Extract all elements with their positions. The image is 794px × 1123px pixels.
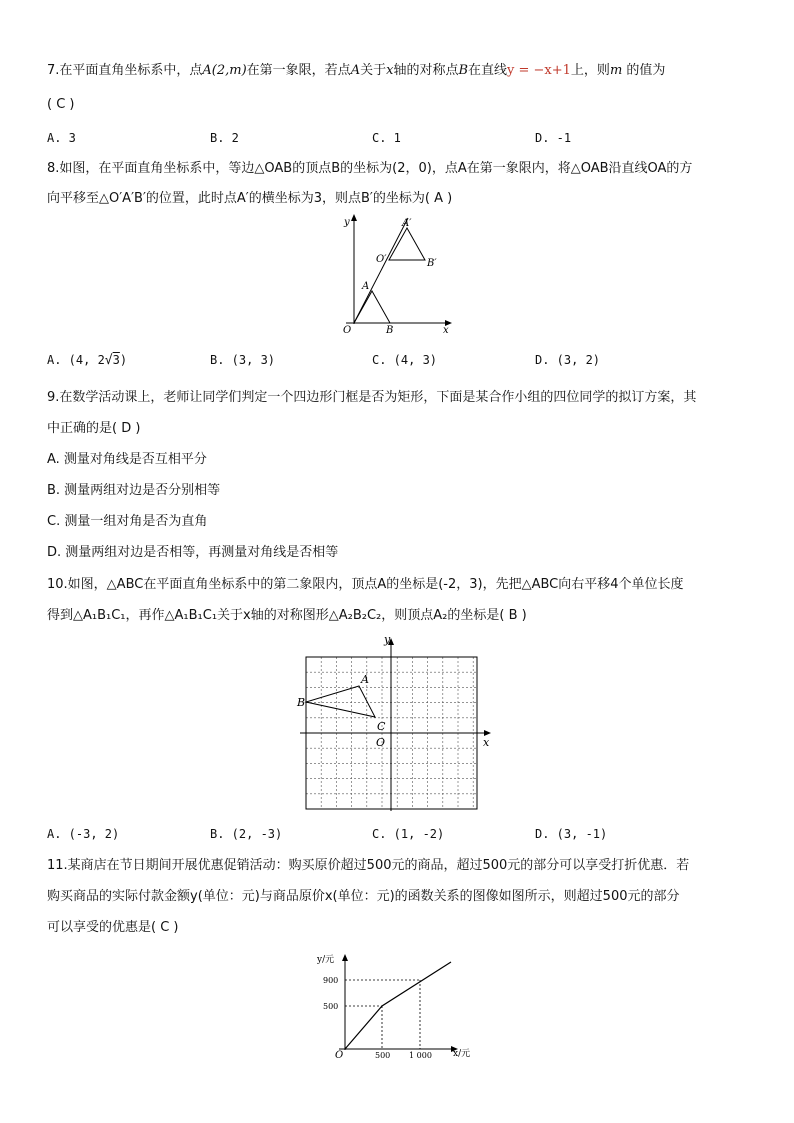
q7-var-m: m (609, 63, 623, 78)
q10-label-x: x (483, 736, 490, 749)
q8-label-b1: B′ (427, 258, 437, 269)
q8-label-x: x (443, 325, 449, 336)
q11-stem-line2: 购买商品的实际付款金额y(单位：元)与商品原价x(单位：元)的函数关系的图像如图所示，则超过500元的部分 (47, 889, 680, 904)
q8-stem-line2: 向平移至△O′A′B′的位置，此时点A′的横坐标为3，则点B′的坐标为( A ) (47, 191, 453, 206)
q9-option-c: C. 测量一组对角是否为直角 (47, 514, 208, 529)
q8-triangle-oab (354, 291, 390, 323)
q7-var-b: B (458, 63, 469, 78)
q8-option-d: D. (3, 2) (535, 353, 601, 367)
q8-label-o1: O′ (376, 254, 387, 265)
q7-text: 在第一象限，若点 (246, 63, 351, 78)
q8-option-a-close: ) (119, 353, 128, 367)
q8-y-arrow (351, 214, 357, 221)
q8-label-b: B (386, 325, 394, 336)
q7-text: 的值为 (622, 63, 666, 78)
q10-option-b: B. (2, -3) (210, 827, 283, 841)
q11-tick-500: 500 (323, 1002, 339, 1011)
q7-text: 7.在平面直角坐标系中，点 (47, 63, 203, 78)
q10-label-y: y (384, 633, 391, 646)
q7-line-equation: y = −x+1 (507, 63, 571, 78)
q7-stem (47, 62, 665, 80)
q11-label-y: y/元 (317, 955, 335, 965)
q10-label-c: C (377, 720, 386, 733)
q7-option-a: A. 3 (47, 131, 76, 145)
q9-stem-line1: 9.在数学活动课上，老师让同学们判定一个四边形门框是否为矩形，下面是某合作小组的四位同学的拟订方案，其 (47, 390, 697, 405)
q10-option-d: D. (3, -1) (535, 827, 608, 841)
q11-label-x: x/元 (453, 1049, 471, 1059)
q10-option-c: C. (1, -2) (372, 827, 445, 841)
q11-tick-x500: 500 (375, 1051, 391, 1060)
q7-option-d: D. -1 (535, 131, 572, 145)
q8-label-a1: A′ (402, 218, 412, 229)
q7-text: 在直线 (468, 63, 508, 78)
q8-option-a-radicand: 3 (112, 353, 120, 367)
q10-label-a: A (361, 673, 369, 686)
q7-option-c: C. 1 (372, 131, 401, 145)
q8-stem-line1: 8.如图，在平面直角坐标系中，等边△OAB的顶点B的坐标为(2，0)，点A在第一象限内，将△OAB沿直线OA的方 (47, 161, 693, 176)
q11-stem-line1: 11.某商店在节日期间开展优惠促销活动：购买原价超过500元的商品，超过500元的部分可以享受打折优惠．若 (47, 858, 690, 873)
q11-function-line (345, 962, 451, 1049)
q8-label-o: O (343, 325, 352, 336)
q11-stem-line3: 可以享受的优惠是( C ) (47, 920, 179, 935)
q10-option-a: A. (-3, 2) (47, 827, 120, 841)
q10-stem-line2: 得到△A₁B₁C₁，再作△A₁B₁C₁关于x轴的对称图形△A₂B₂C₂，则顶点A₂的坐标是( B ) (47, 608, 527, 623)
q9-option-b: B. 测量两组对边是否分别相等 (47, 483, 221, 498)
q10-stem-line1: 10.如图，△ABC在平面直角坐标系中的第二象限内，顶点A的坐标是(-2，3)，先把△ABC向右平移4个单位长度 (47, 577, 684, 592)
q7-point-a: A(2,m) (202, 63, 247, 78)
q9-option-d: D. 测量两组对边是否相等，再测量对角线是否相等 (47, 545, 339, 560)
q7-option-b: B. 2 (210, 131, 239, 145)
q7-text: 上，则 (570, 63, 610, 78)
q7-text: 轴的对称点 (393, 63, 459, 78)
q8-label-y: y (344, 217, 350, 228)
q10-label-o: O (376, 736, 386, 749)
q11-y-arrow (342, 954, 348, 961)
q7-var-x: x (386, 63, 394, 78)
q11-tick-900: 900 (323, 976, 339, 985)
q8-option-a-text: A. (4, 2 (47, 353, 105, 367)
q8-option-a: A. (4, 2√3) (47, 353, 128, 368)
q7-var-a: A (350, 63, 361, 78)
q7-answer: ( C ) (47, 97, 75, 112)
q10-label-b: B (297, 696, 306, 709)
q8-option-c: C. (4, 3) (372, 353, 438, 367)
q8-figure (330, 212, 460, 337)
q11-label-o: O (335, 1050, 344, 1061)
q9-stem-line2: 中正确的是( D ) (47, 421, 141, 436)
q11-figure (305, 948, 485, 1063)
q10-triangle-abc (306, 686, 375, 717)
q8-option-b: B. (3, 3) (210, 353, 276, 367)
q11-tick-x1000: 1 000 (409, 1051, 432, 1060)
q8-label-a: A (362, 281, 370, 292)
q9-option-a: A. 测量对角线是否互相平分 (47, 452, 207, 467)
q10-figure (290, 633, 500, 813)
q7-text: 关于 (360, 63, 387, 78)
